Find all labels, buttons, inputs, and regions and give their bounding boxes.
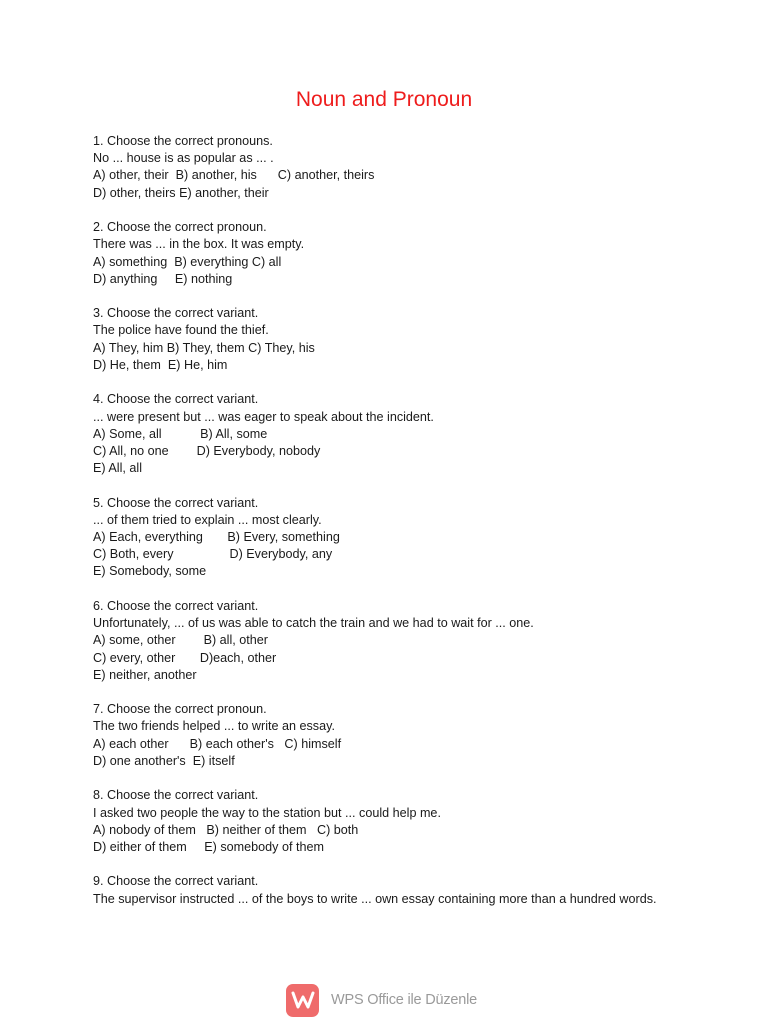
question-4 (93, 391, 676, 477)
question-6-options-c-d: C) every, other D)each, other (93, 650, 277, 665)
question-1-prompt: 1. Choose the correct pronouns. (93, 134, 273, 148)
question-5-sentence: ... of them tried to explain ... most clearly. (93, 512, 322, 527)
question-3-options-a-c: A) They, him B) They, them C) They, his (93, 340, 315, 355)
question-3 (93, 305, 676, 374)
question-6-sentence: Unfortunately, ... of us was able to catch the train and we had to wait for ... one. (93, 616, 534, 631)
question-6-options-a-b: A) some, other B) all, other (93, 633, 268, 648)
question-9 (93, 873, 676, 907)
question-8-options-d-e: D) either of them E) somebody of them (93, 839, 324, 854)
question-8-prompt: 8. Choose the correct variant. (93, 788, 259, 803)
question-4-prompt: 4. Choose the correct variant. (93, 392, 259, 407)
question-7-options-d-e: D) one another's E) itself (93, 753, 235, 768)
question-5-option-e: E) Somebody, some (93, 564, 207, 579)
question-5 (93, 495, 676, 581)
question-6 (93, 598, 676, 684)
wps-w-glyph-icon (291, 990, 315, 1010)
question-list (93, 133, 676, 925)
question-5-options-c-d: C) Both, every D) Everybody, any (93, 547, 333, 562)
question-7-options-a-c: A) each other B) each other's C) himself (93, 736, 342, 751)
question-1-options-d-e: D) other, theirs E) another, their (93, 185, 269, 200)
question-7-prompt: 7. Choose the correct pronoun. (93, 702, 267, 717)
question-2-options-d-e: D) anything E) nothing (93, 271, 233, 286)
question-8 (93, 787, 676, 856)
question-9-prompt: 9. Choose the correct variant. (93, 874, 259, 889)
question-3-options-d-e: D) He, them E) He, him (93, 357, 228, 372)
question-7 (93, 701, 676, 770)
question-3-prompt: 3. Choose the correct variant. (93, 306, 259, 321)
wps-edit-link[interactable] (286, 983, 477, 1017)
question-4-options-c-d: C) All, no one D) Everybody, nobody (93, 443, 321, 458)
question-4-option-e: E) All, all (93, 461, 142, 476)
question-6-option-e: E) neither, another (93, 667, 197, 682)
question-6-prompt: 6. Choose the correct variant. (93, 598, 259, 613)
question-5-prompt: 5. Choose the correct variant. (93, 495, 259, 510)
question-8-sentence: I asked two people the way to the station but ... could help me. (93, 805, 441, 820)
question-1-sentence: No ... house is as popular as ... . (93, 151, 274, 166)
question-9-sentence: The supervisor instructed ... of the boys to write ... own essay containing more than a hundred words. (93, 891, 657, 906)
wps-w-logo-icon (286, 984, 319, 1017)
question-2 (93, 219, 676, 288)
question-1-options-a-c: A) other, their B) another, his C) another, theirs (93, 168, 375, 183)
question-7-sentence: The two friends helped ... to write an essay. (93, 719, 335, 734)
question-8-options-a-c: A) nobody of them B) neither of them C) both (93, 822, 359, 837)
question-5-options-a-b: A) Each, everything B) Every, something (93, 530, 340, 545)
wps-edit-label: WPS Office ile Düzenle (331, 992, 478, 1008)
question-3-sentence: The police have found the thief. (93, 323, 269, 338)
page-title: Noun and Pronoun (295, 88, 473, 111)
question-4-sentence: ... were present but ... was eager to speak about the incident. (93, 409, 434, 424)
question-4-options-a-b: A) Some, all B) All, some (93, 426, 268, 441)
question-2-sentence: There was ... in the box. It was empty. (93, 237, 305, 252)
question-2-options-a-c: A) something B) everything C) all (93, 254, 282, 269)
question-2-prompt: 2. Choose the correct pronoun. (93, 220, 267, 235)
question-1 (93, 133, 676, 202)
